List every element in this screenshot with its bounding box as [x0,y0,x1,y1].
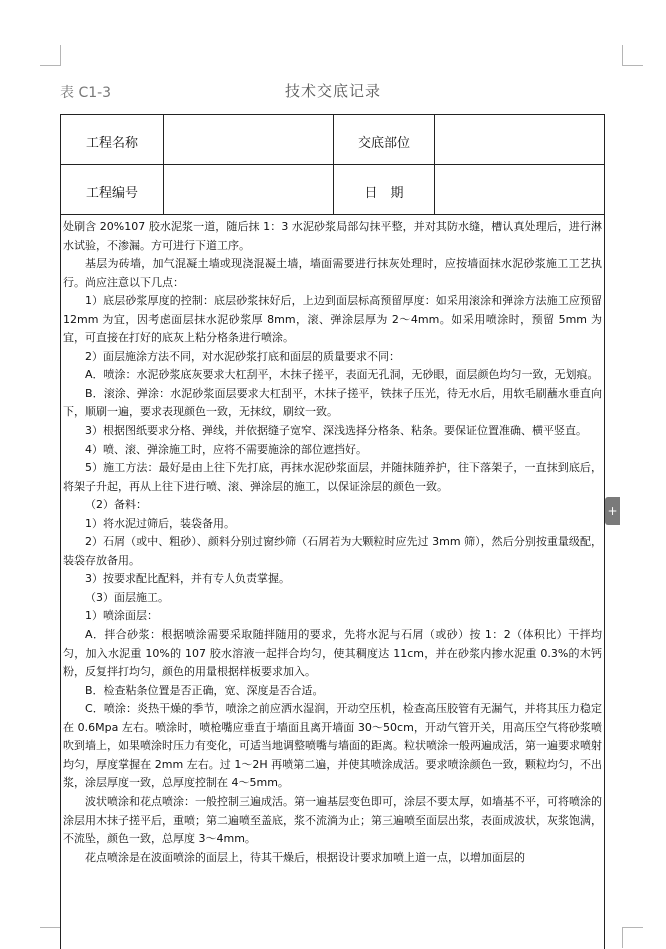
content-paragraph: 5）施工方法：最好是由上往下先打底，再抹水泥砂浆面层，并随抹随养护，往下落架子，一直抹到底后，将架子升起，再从上往下进行喷、滚、弹涂层的施工，以保证涂层的颜色一致。 [63,461,602,493]
content-paragraph: 3）按要求配比配料，并有专人负责掌握。 [85,572,290,586]
content-paragraph: A．喷涂：水泥砂浆底灰要求大杠刮平，木抹子搓平，表面无孔洞，无砂眼，面层颜色均匀一致，无划痕。 [85,368,599,382]
content-paragraph: 波状喷涂和花点喷涂：一般控制三遍成活。第一遍基层变色即可，涂层不要太厚，如墙基不平，可将喷涂的涂层用木抹子搓平后，重喷；第二遍喷至盖底，浆不流淌为止；第三遍喷至面层出浆，表面成波状，灰浆饱满，不流坠，颜色一致，总厚度 3～4mm。 [63,794,602,846]
handover-content [63,218,602,867]
project-name-label: 工程名称 [85,136,138,151]
content-paragraph: 3）根据图纸要求分格、弹线，并依据缝子宽窄、深浅选择分格条、粘条。要保证位置准确、横平竖直。 [85,424,587,438]
expand-side-tab[interactable] [605,497,620,525]
page-corner-mark [622,927,643,948]
content-paragraph: 1）将水泥过筛后，装袋备用。 [85,516,235,530]
content-paragraph: 1）底层砂浆厚度的控制：底层砂浆抹好后，上边到面层标高预留厚度：如采用滚涂和弹涂方法施工应预留 12mm 为宜，因考虑面层抹水泥砂浆厚 8mm，滚、弹涂层厚为 2～4mm。如采用喷涂时，预留 5mm 为宜，可直接在打好的底灰上粘分格条进行喷涂。 [63,294,602,345]
content-paragraph: B．检查粘条位置是否正确，宽、深度是否合适。 [85,683,324,697]
content-paragraph: 4）喷、滚、弹涂施工时，应将不需要施涂的部位遮挡好。 [85,442,367,456]
content-paragraph: 花点喷涂是在波面喷涂的面层上，待其干燥后，根据设计要求加喷上道一点，以增加面层的 [85,850,525,864]
content-paragraph: 1）喷涂面层： [85,609,158,623]
content-paragraph: 2）面层施涂方法不同，对水泥砂浆打底和面层的质量要求不同： [85,349,400,363]
plus-icon: + [607,504,618,518]
column-divider [163,115,164,215]
document-title: 技术交底记录 [284,82,381,100]
form-code: 表 C1-3 [60,85,112,101]
content-paragraph: A．拌合砂浆：根据喷涂需要采取随拌随用的要求，先将水泥与石屑（或砂）按 1：2（体积比）干拌均匀，加入水泥重 10%的 107 胶水溶液一起拌合均匀，使其稠度达 11cm，并在砂浆内掺水泥重 0.3%的木钙粉，反复拌打均匀，颜色的用量根据样板要求加入。 [63,628,602,679]
page-corner-mark [622,45,643,66]
content-paragraph: B．滚涂、弹涂：水泥砂浆面层要求大杠刮平，木抹子搓平，铁抹子压光，待无水后，用软毛刷蘸水垂直向下，顺刷一遍，要求表现颜色一致，无抹纹，刷纹一致。 [63,386,602,419]
content-paragraph: 处刷含 20%107 胶水泥浆一道，随后抹 1：3 水泥砂浆局部勾抹平整，并对其防水缝，槽认真处理后，进行淋水试验，不渗漏。方可进行下道工序。 [63,220,602,252]
page-corner-mark [40,45,61,66]
content-paragraph: 基层为砖墙，加气混凝土墙或现浇混凝土墙，墙面需要进行抹灰处理时，应按墙面抹水泥砂浆施工工艺执行。尚应注意以下几点： [63,257,602,289]
content-paragraph: （3）面层施工。 [85,590,169,604]
record-table [60,114,605,949]
content-paragraph: 2）石屑（或中、粗砂）、颜料分别过窗纱筛（石屑若为大颗粒时应先过 3mm 筛），然后分别按重量级配，装袋存放备用。 [63,535,602,567]
page-corner-mark [40,927,61,948]
content-paragraph: （2）备料： [85,498,147,512]
record-header-grid [61,115,604,215]
handover-location-label: 交底部位 [357,136,410,151]
content-paragraph: C．喷涂：炎热干燥的季节，喷涂之前应洒水湿润，开动空压机，检查高压胶管有无漏气，并将其压力稳定在 0.6Mpa 左右。喷涂时，喷枪嘴应垂直于墙面且离开墙面 30～50cm，开动气管开关，用高压空气将砂浆喷吹到墙上，如果喷涂时压力有变化，可适当地调整喷嘴与墙面的距离。粒状喷涂一般两遍成活，第一遍要求喷射均匀，厚度掌握在 2mm 左右。过 1～2H 再喷第二遍，并使其喷涂成活。要求喷涂颜色一致，颗粒均匀，不出浆，涂层厚度一致，总厚度控制在 4～5mm。 [63,702,602,790]
column-divider [434,115,435,215]
date-label: 日 期 [364,186,404,201]
project-number-label: 工程编号 [85,186,138,201]
